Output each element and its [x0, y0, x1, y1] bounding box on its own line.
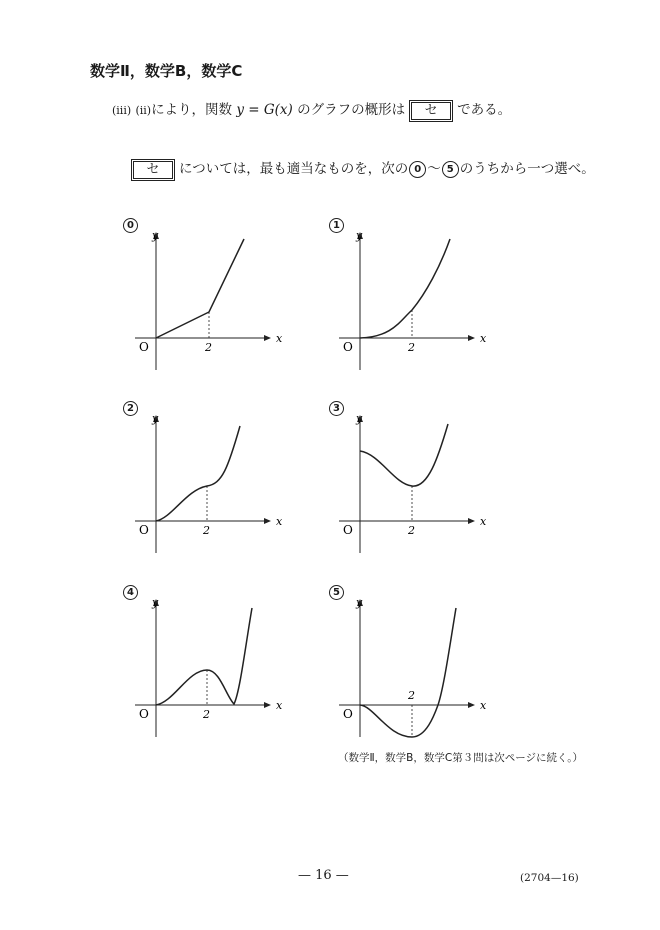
page-number: — 16 — — [298, 868, 349, 883]
curve — [360, 608, 456, 737]
graph-0 — [130, 225, 290, 375]
curve — [360, 239, 450, 338]
answer-box-se[interactable] — [409, 100, 453, 122]
option-label-3: 3 — [329, 401, 344, 416]
x-axis-label: x — [480, 515, 487, 528]
y-axis-label: y — [152, 412, 159, 425]
y-axis-label: y — [356, 412, 363, 425]
question-line — [112, 98, 511, 122]
document-code: (2704—16) — [520, 872, 579, 884]
question-text-1: により，関数 — [151, 102, 237, 118]
y-axis-label: y — [356, 229, 363, 242]
curve — [156, 608, 252, 705]
instruction-text-1: については，最も適当なものを，次の — [179, 161, 409, 177]
option-label-1: 1 — [329, 218, 344, 233]
continuation-note: （数学Ⅱ，数学B，数学C第３問は次ページに続く。） — [338, 752, 584, 764]
origin-label: O — [139, 707, 149, 721]
tick-label: 2 — [203, 708, 210, 721]
choice-from-marker: 0 — [409, 161, 426, 178]
tick-label: 2 — [408, 689, 415, 702]
curve — [156, 426, 240, 521]
origin-label: O — [343, 523, 353, 537]
x-axis-label: x — [276, 699, 283, 712]
x-axis-label: x — [480, 332, 487, 345]
x-axis-label: x — [480, 699, 487, 712]
x-axis-label: x — [276, 332, 283, 345]
graph-1 — [334, 225, 494, 375]
origin-label: O — [139, 523, 149, 537]
origin-label: O — [139, 340, 149, 354]
graph-3 — [334, 408, 494, 558]
y-axis-label: y — [152, 596, 159, 609]
answer-box-label: セ — [411, 102, 451, 120]
curve — [360, 424, 448, 486]
function-expression: y = G(x) — [236, 102, 293, 118]
question-ref: (ii) — [135, 104, 152, 117]
question-text-2: のグラフの概形は — [292, 102, 406, 118]
graph-4 — [130, 592, 290, 742]
instruction-line — [131, 157, 595, 181]
instruction-tilde: ～ — [427, 161, 441, 177]
graph-5 — [334, 592, 494, 742]
tick-label: 2 — [203, 524, 210, 537]
y-axis-label: y — [152, 229, 159, 242]
x-axis-label: x — [276, 515, 283, 528]
tick-label: 2 — [408, 524, 415, 537]
choice-to-marker: 5 — [442, 161, 459, 178]
option-label-0: 0 — [123, 218, 138, 233]
page-title: 数学Ⅱ，数学B，数学C — [90, 62, 243, 80]
tick-label: 2 — [205, 341, 212, 354]
curve — [156, 239, 244, 338]
question-text-3: である。 — [457, 102, 512, 118]
question-marker: (iii) — [112, 104, 132, 117]
graph-2 — [130, 408, 290, 558]
instruction-box-label: セ — [133, 161, 173, 179]
instruction-box-se — [131, 159, 175, 181]
tick-label: 2 — [408, 341, 415, 354]
origin-label: O — [343, 707, 353, 721]
option-label-5: 5 — [329, 585, 344, 600]
instruction-text-2: のうちから一つ選べ。 — [459, 161, 595, 177]
origin-label: O — [343, 340, 353, 354]
y-axis-label: y — [356, 596, 363, 609]
option-label-2: 2 — [123, 401, 138, 416]
option-label-4: 4 — [123, 585, 138, 600]
